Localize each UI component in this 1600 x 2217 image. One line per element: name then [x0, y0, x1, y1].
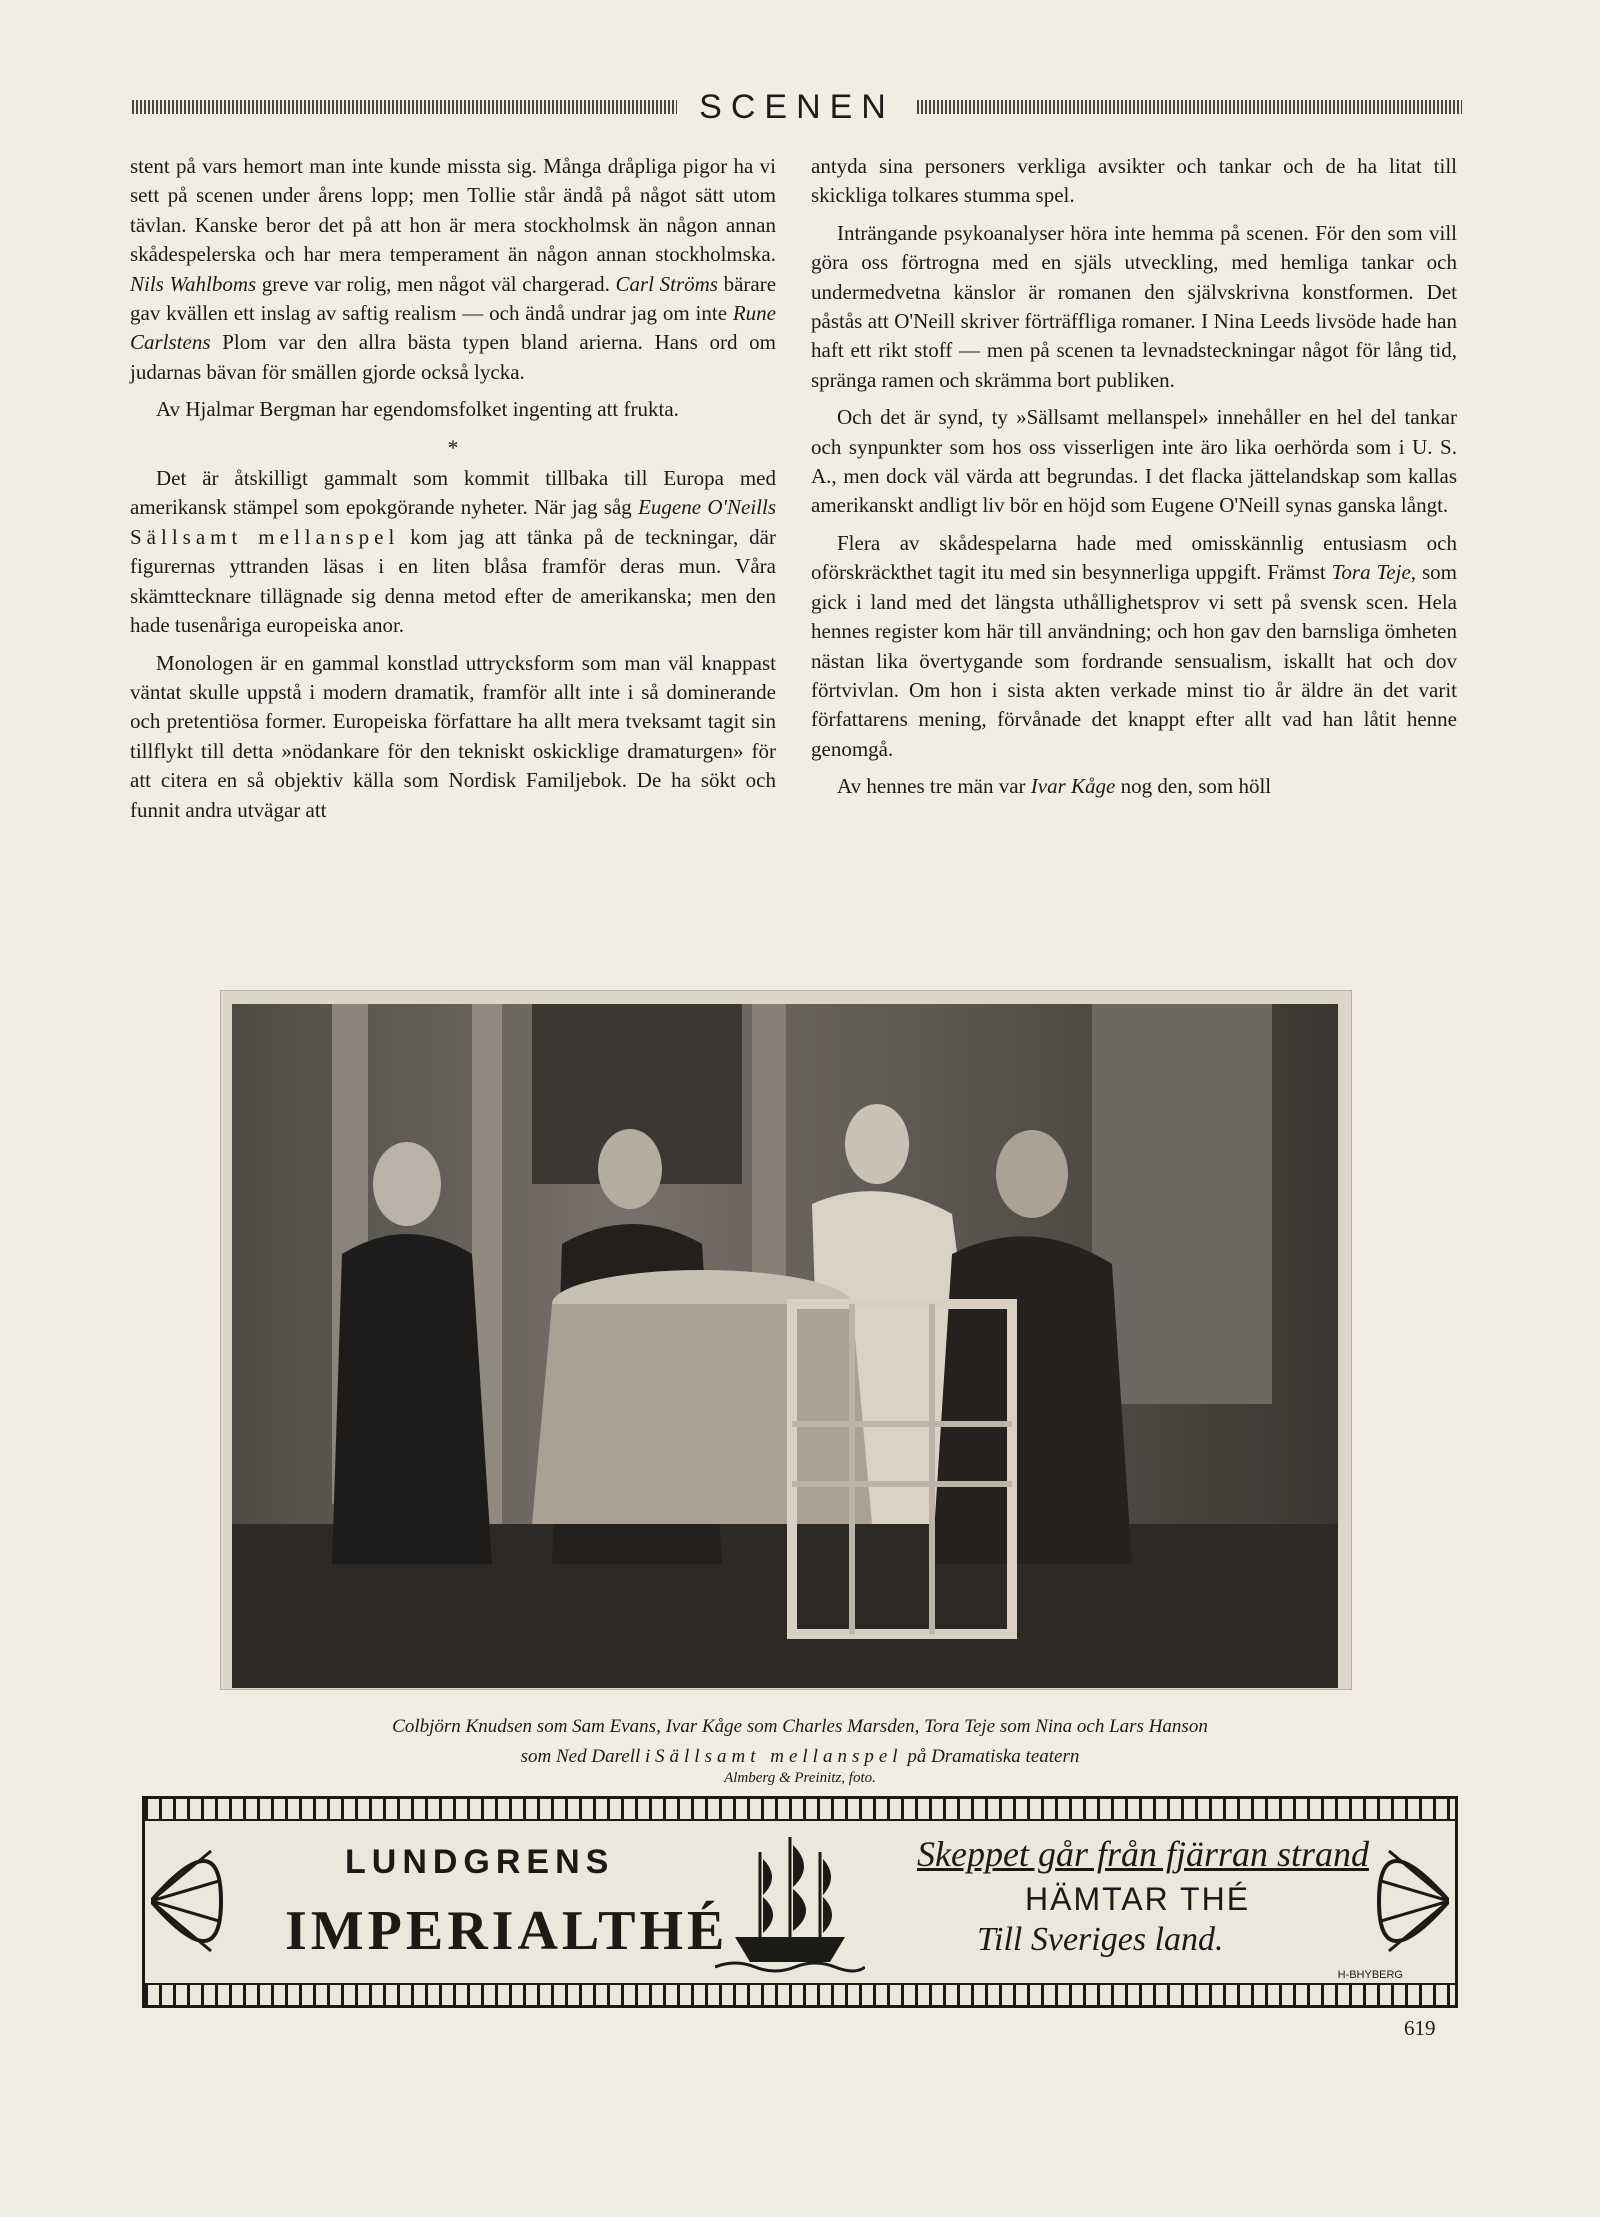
tea-advertisement — [142, 1796, 1458, 2008]
paragraph: Av hennes tre män var Ivar Kåge nog den, som höll — [837, 774, 1272, 799]
photo-credit: Almberg & Preinitz, foto. — [724, 1770, 876, 1786]
actor-name: Rune Carlstens — [130, 301, 776, 355]
slogan-line1: Skeppet går från fjärran strand — [917, 1834, 1370, 1874]
fan-ornament-icon — [1369, 1821, 1449, 1981]
masthead: SCENEN — [699, 87, 895, 126]
actor-name: Ivar Kåge — [1030, 774, 1116, 799]
sailing-ship-icon — [715, 1827, 865, 1977]
slogan-line2: HÄMTAR THÉ — [1025, 1881, 1251, 1917]
brand-name-line2: IMPERIALTHÉ — [285, 1900, 729, 1962]
paragraph: antyda sina personers verkliga avsikter och tankar och de ha litat till skickliga tolkares stumma spel. — [811, 154, 1457, 208]
ad-border-top — [145, 1799, 1455, 1821]
play-title: Sällsamt mellanspel — [130, 524, 400, 549]
section-divider: * — [447, 434, 459, 460]
header-rule-left — [132, 100, 677, 114]
paragraph: Av Hjalmar Bergman har egendomsfolket ingenting att frukta. — [156, 397, 679, 422]
slogan-line3: Till Sveriges land. — [977, 1921, 1224, 1958]
play-title: Sällsamt mellanspel — [655, 1746, 903, 1767]
caption-line: Colbjörn Knudsen som Sam Evans, Ivar Kåge som Charles Marsden, Tora Teje som Nina och Lars Hanson — [392, 1716, 1208, 1737]
artist-signature: H-BHYBERG — [1337, 1969, 1403, 1981]
left-column — [130, 152, 776, 833]
paragraph: Monologen är en gammal konstlad uttrycksform som man väl knappast väntat skulle uppstå i modern dramatik, framför allt inte i så dominerande och pretentiösa former. Europeiska författare ha allt mera tveksamt tagit sin tillflykt till detta »nödankare för den tekniskt oskicklige dramaturgen» för att citera en så objektiv källa som Nordisk Familjebok. De ha sökt och funnit andra utvägar att — [130, 650, 776, 822]
paragraph: stent på vars hemort man inte kunde missta sig. Många dråpliga pigor ha vi sett på scenen under årens lopp; men Tollie står ändå på något sätt utom tävlan. Kanske beror det på att hon är mera stockholmsk än någon annan skådespelerska och har mera temperament än någon annan stockholmska. Nils Wahlboms greve var rolig, men något väl chargerad. Carl Ströms bärare gav kvällen ett inslag av saftig realism — och ändå undrar jag om inte Rune Carlstens Plom var den allra bästa typen bland arierna. Hans ord om judarnas bävan för smällen gjorde också lycka. — [130, 154, 777, 384]
photo-caption — [200, 1712, 1400, 1772]
actor-name: Carl Ströms — [615, 271, 718, 296]
paragraph: Inträngande psykoanalyser höra inte hemma på scenen. För den som vill göra oss förtrogna med en själs utveckling, med hemliga tankar och undermedvetna känslor är romanen den självskrivna konstformen. Det påstås att O'Neill skriver förträffliga romaner. I Nina Leeds livsöde hade han haft ett rikt stoff — men på scenen ta levnadsteckningar något för lång tid, spränga ramen och skrämma bort publiken. — [811, 220, 1457, 392]
caption-line: som Ned Darell i Sällsamt mellanspel på Dramatiska teatern — [520, 1746, 1080, 1767]
page-number: 619 — [1404, 2016, 1436, 2040]
paragraph: Flera av skådespelarna hade med omisskännlig entusiasm och oförskräckthet tagit itu med sin besynnerliga uppgift. Främst Tora Teje, som gick i land med det längsta uthållighetsprov vi sett på svensk scen. Hela hennes register kom här till användning; och hon gav den barnsliga ömheten nästan lika övertygande som fordrande sensualism, iskallt hat och dov förtvivlan. Om hon i sista akten verkade minst tio år äldre än det varit författarens mening, förvånade det knappt efter allt vad han låtit henne genomgå. — [811, 530, 1458, 761]
stage-photograph — [232, 1004, 1338, 1688]
actor-name: Nils Wahlboms — [130, 271, 257, 296]
brand-name-line1: LUNDGRENS — [345, 1843, 615, 1881]
fan-ornament-icon — [151, 1821, 231, 1981]
paragraph: Och det är synd, ty »Sällsamt mellanspel» innehåller en hel del tankar och synpunkter som hos oss visserligen inte äro lika oerhörda som i U. S. A., men dock väl värda att begrundas. I det flacka jättelandskap som kallas amerikanskt andligt liv bör en höjd som Eugene O'Neill synas ganska långt. — [811, 405, 1457, 518]
ad-border-bottom — [145, 1983, 1455, 2005]
actor-name: Tora Teje, — [1331, 560, 1417, 585]
stage-scene-illustration — [232, 1004, 1338, 1688]
author-name: Eugene O'Neills — [638, 495, 776, 520]
page-header — [132, 82, 1462, 132]
paragraph: Det är åtskilligt gammalt som kommit tillbaka till Europa med amerikansk stämpel som epokgörande nyheter. När jag såg Eugene O'Neills Sällsamt mellanspel kom jag att tänka på de teckningar, där figurernas yttranden läsas i en liten blåsa framför deras mun. Våra skämttecknare tillägnade sig denna metod efter de amerikanska; men den hade tusenåriga europeiska anor. — [130, 466, 776, 638]
header-rule-right — [917, 100, 1462, 114]
right-column — [811, 152, 1457, 810]
